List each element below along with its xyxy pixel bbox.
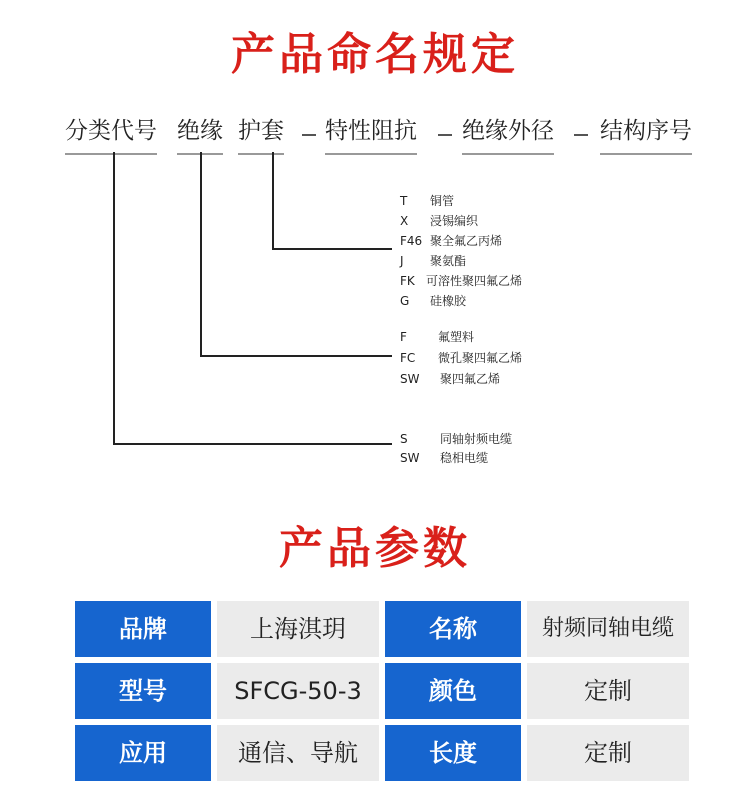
sheath-option: X 浸锡编织 (400, 214, 479, 228)
segment-insulation: 绝缘 (177, 112, 223, 155)
category-connector-vertical (113, 152, 115, 445)
sheath-option: J 聚氨酯 (400, 254, 467, 268)
param-key: 名称 (385, 601, 521, 657)
sheath-option: FK 可溶性聚四氟乙烯 (400, 274, 523, 288)
sheath-option: T 铜管 (400, 194, 455, 208)
param-key: 型号 (75, 663, 211, 719)
category-option: S 同轴射频电缆 (400, 432, 513, 446)
sheath-connector-horizontal (272, 248, 392, 250)
segment-category-code: 分类代号 (65, 112, 157, 155)
param-value: 通信、导航 (217, 725, 379, 781)
param-value: SFCG-50-3 (217, 663, 379, 719)
insulation-connector-horizontal (200, 355, 392, 357)
insulation-connector-vertical (200, 152, 202, 357)
param-key: 颜色 (385, 663, 521, 719)
sheath-connector-vertical (272, 152, 274, 250)
naming-title: 产品命名规定 (231, 29, 519, 80)
param-key: 应用 (75, 725, 211, 781)
dash-separator (302, 134, 316, 136)
segment-impedance: 特性阻抗 (325, 112, 417, 155)
param-value: 定制 (527, 725, 689, 781)
category-option: SW 稳相电缆 (400, 451, 489, 465)
insulation-option: FC 微孔聚四氟乙烯 (400, 351, 523, 365)
dash-separator (438, 134, 452, 136)
param-value: 上海淇玥 (217, 601, 379, 657)
insulation-option: SW 聚四氟乙烯 (400, 372, 501, 386)
segment-sheath: 护套 (238, 112, 284, 155)
dash-separator (574, 134, 588, 136)
sheath-option: F46 聚全氟乙丙烯 (400, 234, 503, 248)
sheath-option: G 硅橡胶 (400, 294, 467, 308)
segment-insulation-diameter: 绝缘外径 (462, 112, 554, 155)
category-connector-horizontal (113, 443, 392, 445)
params-title: 产品参数 (279, 523, 471, 574)
param-value: 定制 (527, 663, 689, 719)
param-value: 射频同轴电缆 (527, 601, 689, 657)
param-key: 长度 (385, 725, 521, 781)
segment-structure-no: 结构序号 (600, 112, 692, 155)
param-key: 品牌 (75, 601, 211, 657)
insulation-option: F 氟塑料 (400, 330, 475, 344)
